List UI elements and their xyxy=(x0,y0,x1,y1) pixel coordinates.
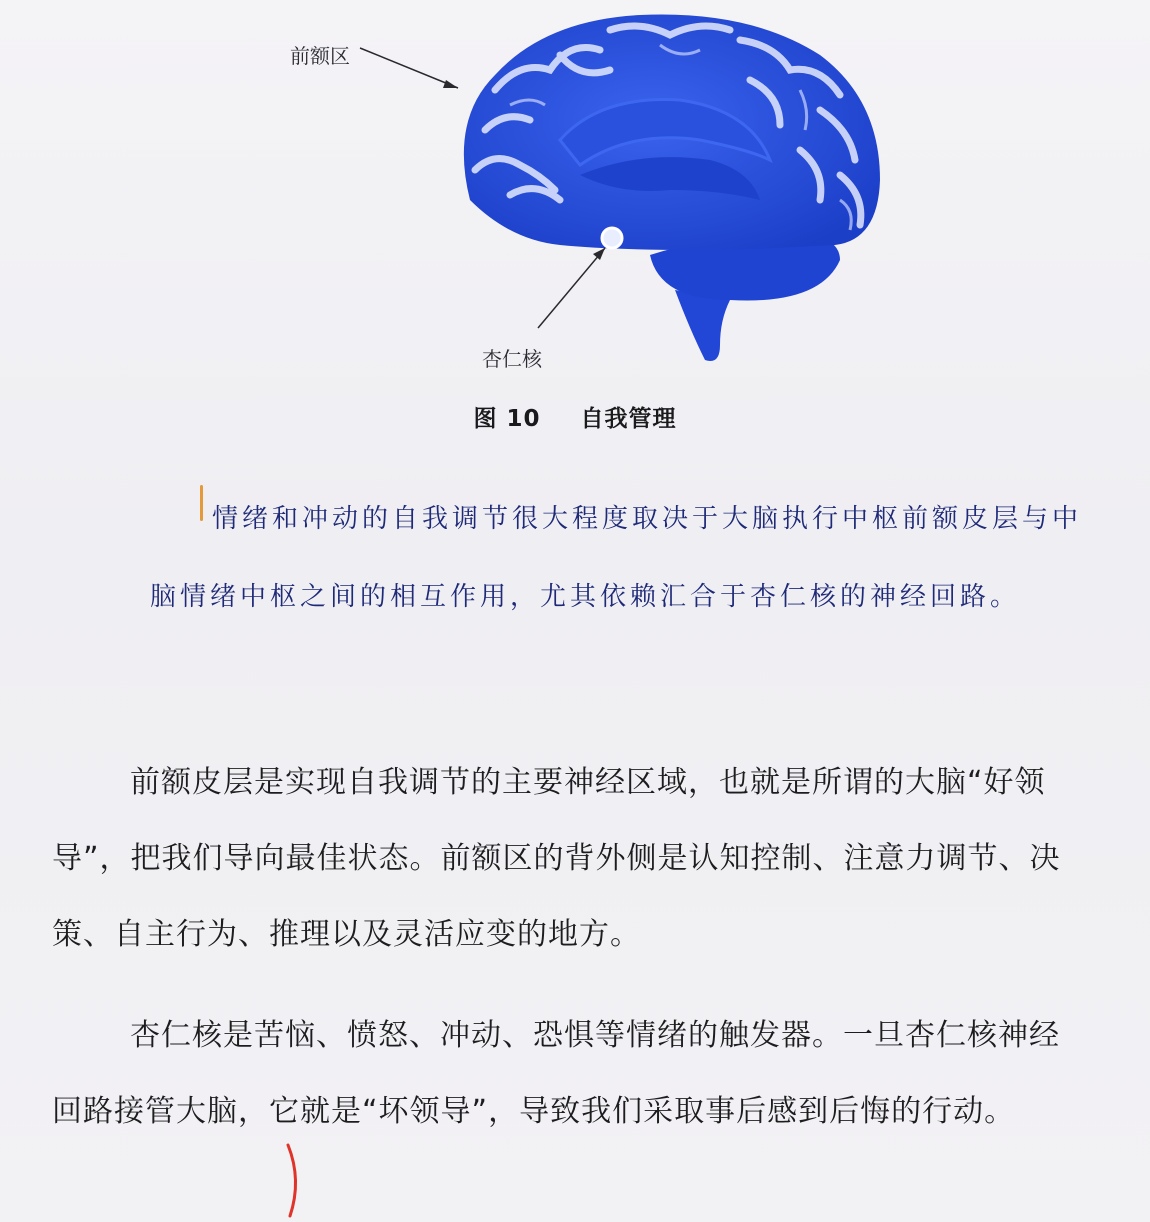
paragraph: 杏仁核是苦恼、愤怒、冲动、恐惧等情绪的触发器。一旦杏仁核神经回路接管大脑，它就是“坏领导”，导致我们采取事后感到后悔的行动。 xyxy=(52,1018,1060,1129)
figure-number: 图 10 xyxy=(473,406,541,432)
amygdala-pointer xyxy=(538,248,605,328)
figure-caption xyxy=(0,400,1150,433)
red-bracket-mark xyxy=(280,1140,310,1220)
brain-stem-shape xyxy=(675,290,730,361)
brain-illustration xyxy=(280,0,920,390)
amygdala-callout: 杏仁核 xyxy=(482,347,542,371)
paragraph: 前额皮层是实现自我调节的主要神经区域，也就是所谓的大脑“好领导”，把我们导向最佳状态。前额区的背外侧是认知控制、注意力调节、决策、自主行为、推理以及灵活应变的地方。 xyxy=(52,765,1061,952)
handwritten-annotation: 情绪和冲动的自我调节很大程度取决于大脑执行中枢前额皮层与中脑情绪中枢之间的相互作用，尤其依赖汇合于杏仁核的神经回路。 xyxy=(150,504,1083,612)
figure-title: 自我管理 xyxy=(580,406,677,432)
prefrontal-pointer xyxy=(360,48,458,88)
brain-figure xyxy=(280,0,920,390)
amygdala-marker xyxy=(602,228,622,248)
prefrontal-callout: 前额区 xyxy=(290,44,350,68)
